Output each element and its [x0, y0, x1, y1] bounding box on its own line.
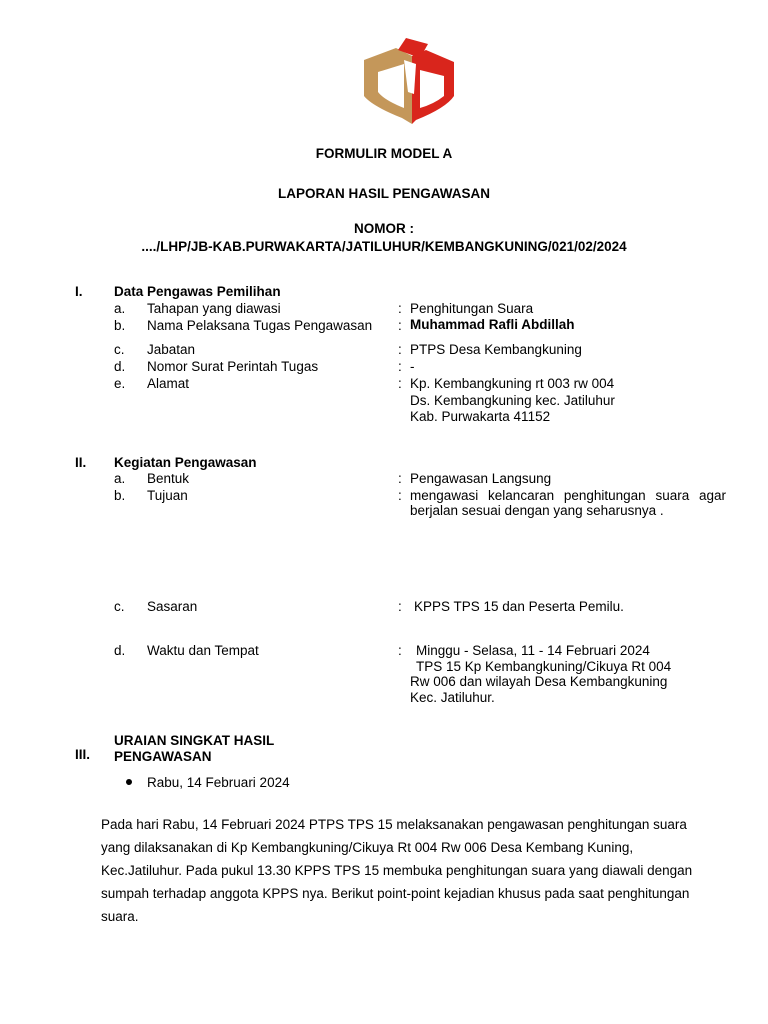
- item-separator: :: [398, 376, 402, 391]
- item-letter: a.: [114, 301, 126, 316]
- item-letter: d.: [114, 359, 126, 374]
- item-label: Waktu dan Tempat: [147, 643, 259, 658]
- item-value-line: berjalan sesuai dengan yang seharusnya .: [410, 503, 664, 518]
- item-value-line: Rw 006 dan wilayah Desa Kembangkuning: [410, 674, 668, 689]
- bawaslu-logo: [364, 38, 454, 124]
- item-separator: :: [398, 599, 402, 614]
- section-numeral: III.: [75, 747, 91, 762]
- item-label: Tahapan yang diawasi: [147, 301, 281, 316]
- paragraph-line: suara.: [101, 909, 139, 924]
- item-letter: c.: [114, 599, 125, 614]
- item-separator: :: [398, 342, 402, 357]
- item-value: Kp. Kembangkuning rt 003 rw 004: [410, 376, 615, 391]
- item-label: Bentuk: [147, 471, 190, 486]
- section-numeral: II.: [75, 455, 87, 470]
- item-value: Muhammad Rafli Abdillah: [410, 317, 575, 332]
- item-value: -: [410, 359, 415, 374]
- bullet-text: Rabu, 14 Februari 2024: [147, 775, 290, 790]
- item-value-line: Kec. Jatiluhur.: [410, 690, 495, 705]
- section-title-line: PENGAWASAN: [114, 749, 212, 764]
- item-label: Nama Pelaksana Tugas Pengawasan: [147, 318, 373, 333]
- item-letter: a.: [114, 471, 126, 486]
- item-separator: :: [398, 488, 402, 503]
- form-title: FORMULIR MODEL A: [315, 146, 453, 161]
- item-value-line: Kab. Purwakarta 41152: [410, 409, 551, 424]
- item-letter: b.: [114, 318, 126, 333]
- item-value: Minggu - Selasa, 11 - 14 Februari 2024: [416, 643, 650, 658]
- paragraph-line: Kec.Jatiluhur. Pada pukul 13.30 KPPS TPS 15 membuka penghitungan suara yang diawali dengan: [101, 863, 693, 878]
- item-separator: :: [398, 301, 402, 316]
- section-title: Kegiatan Pengawasan: [114, 455, 257, 470]
- item-letter: c.: [114, 342, 125, 357]
- item-label: Nomor Surat Perintah Tugas: [147, 359, 319, 374]
- section-numeral: I.: [75, 284, 83, 299]
- item-value-line: Ds. Kembangkuning kec. Jatiluhur: [410, 393, 615, 408]
- item-letter: d.: [114, 643, 126, 658]
- item-letter: b.: [114, 488, 126, 503]
- item-value: mengawasi kelancaran penghitungan suara agar: [410, 488, 726, 503]
- item-value: Penghitungan Suara: [410, 301, 534, 316]
- report-title: LAPORAN HASIL PENGAWASAN: [277, 186, 491, 201]
- number-value: ..../LHP/JB-KAB.PURWAKARTA/JATILUHUR/KEMBANGKUNING/021/02/2024: [141, 239, 627, 254]
- item-label: Alamat: [147, 376, 190, 391]
- summary-paragraph: [101, 813, 731, 928]
- bullet-icon: [126, 779, 132, 785]
- paragraph-line: sumpah terhadap anggota KPPS nya. Berikut point-point kejadian khusus pada saat penghitungan: [101, 886, 690, 901]
- number-label: NOMOR :: [354, 221, 414, 236]
- item-separator: :: [398, 643, 402, 658]
- item-value: KPPS TPS 15 dan Peserta Pemilu.: [414, 599, 624, 614]
- item-separator: :: [398, 359, 402, 374]
- item-label: Tujuan: [147, 488, 188, 503]
- section-title: Data Pengawas Pemilihan: [114, 284, 281, 299]
- item-value-line: TPS 15 Kp Kembangkuning/Cikuya Rt 004: [416, 659, 672, 674]
- item-letter: e.: [114, 376, 126, 391]
- item-value: Pengawasan Langsung: [410, 471, 552, 486]
- item-label: Jabatan: [147, 342, 196, 357]
- item-separator: :: [398, 318, 402, 333]
- item-label: Sasaran: [147, 599, 198, 614]
- paragraph-line: yang dilaksanakan di Kp Kembangkuning/Cikuya Rt 004 Rw 006 Desa Kembang Kuning,: [101, 840, 634, 855]
- item-value: PTPS Desa Kembangkuning: [410, 342, 582, 357]
- item-separator: :: [398, 471, 402, 486]
- paragraph-line: Pada hari Rabu, 14 Februari 2024 PTPS TPS 15 melaksanakan pengawasan penghitungan suara: [101, 817, 687, 832]
- section-title: URAIAN SINGKAT HASIL: [114, 733, 275, 748]
